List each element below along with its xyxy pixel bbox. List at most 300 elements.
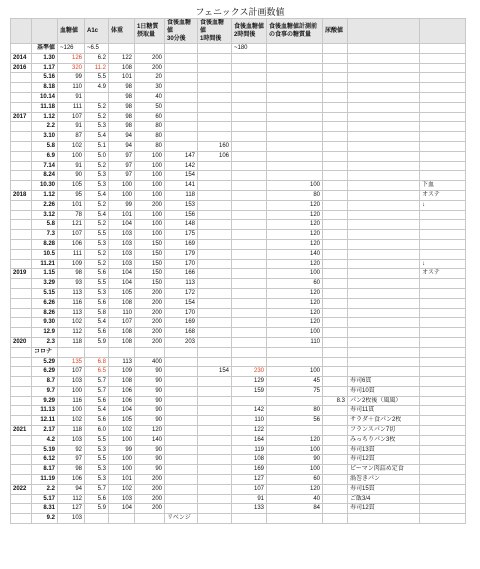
cell-pp2h-col <box>232 210 267 220</box>
cell-carb-intake-col: 90 <box>135 396 165 406</box>
cell-pp2h-col <box>232 73 267 83</box>
cell-meal-carb-col: 110 <box>267 337 323 347</box>
cell-meal-note-col <box>348 367 420 377</box>
cell-carb-intake-col: 200 <box>135 475 165 485</box>
cell-date-col: 9.2 <box>32 514 58 524</box>
cell-glucose-col: 102 <box>58 416 85 426</box>
cell-pp30-col: 170 <box>165 308 198 318</box>
cell-year-col <box>11 318 32 328</box>
cell-meal-carb-col: 56 <box>267 416 323 426</box>
cell-pp1h-col <box>198 190 232 200</box>
table-row <box>11 83 466 93</box>
cell-meal-note-col <box>348 259 420 269</box>
cell-weight-col: 103 <box>109 494 135 504</box>
table-row <box>11 386 466 396</box>
header-carb-intake-col: 1日糖質 摂取量 <box>135 19 165 44</box>
cell-uric-acid-col <box>323 200 348 210</box>
cell-note-col <box>420 73 466 83</box>
cell-meal-note-col <box>348 220 420 230</box>
cell-meal-note-col <box>348 200 420 210</box>
cell-note-col <box>420 249 466 259</box>
cell-weight-col: 98 <box>109 122 135 132</box>
cell-date-col: 11.13 <box>32 406 58 416</box>
cell-pp2h-col <box>232 63 267 73</box>
cell-meal-carb-col <box>267 102 323 112</box>
cell-meal-carb-col: 120 <box>267 308 323 318</box>
cell-meal-note-col: 寿司10貫 <box>348 386 420 396</box>
table-row <box>11 377 466 387</box>
cell-date-col: 10.5 <box>32 249 58 259</box>
cell-pp2h-col <box>232 220 267 230</box>
cell-year-col: 2020 <box>11 337 32 347</box>
cell-pp30-col: 154 <box>165 298 198 308</box>
table-row <box>11 445 466 455</box>
cell-pp2h-col: ~180 <box>232 44 267 54</box>
cell-carb-intake-col <box>135 44 165 54</box>
cell-pp30-col <box>165 367 198 377</box>
cell-meal-carb-col: 45 <box>267 377 323 387</box>
cell-date-col: 12.11 <box>32 416 58 426</box>
cell-meal-carb-col <box>267 357 323 367</box>
cell-pp2h-col <box>232 92 267 102</box>
cell-carb-intake-col <box>135 347 165 357</box>
cell-carb-intake-col: 100 <box>135 210 165 220</box>
cell-date-col: 1.17 <box>32 63 58 73</box>
cell-year-col <box>11 83 32 93</box>
cell-uric-acid-col <box>323 298 348 308</box>
cell-pp1h-col <box>198 200 232 210</box>
cell-glucose-col: 111 <box>58 249 85 259</box>
cell-uric-acid-col <box>323 181 348 191</box>
cell-glucose-col: 103 <box>58 435 85 445</box>
cell-uric-acid-col <box>323 406 348 416</box>
cell-pp30-col <box>165 132 198 142</box>
cell-year-col <box>11 92 32 102</box>
cell-meal-note-col <box>348 357 420 367</box>
table-row <box>11 504 466 514</box>
cell-date-col: 基準値 <box>32 44 58 54</box>
cell-pp1h-col <box>198 377 232 387</box>
cell-year-col <box>11 288 32 298</box>
cell-carb-intake-col: 90 <box>135 406 165 416</box>
cell-uric-acid-col <box>323 249 348 259</box>
header-row <box>11 19 466 44</box>
table-row <box>11 220 466 230</box>
cell-note-col <box>420 318 466 328</box>
cell-meal-carb-col: 100 <box>267 181 323 191</box>
cell-year-col <box>11 494 32 504</box>
cell-note-col <box>420 53 466 63</box>
cell-meal-carb-col: 120 <box>267 210 323 220</box>
cell-uric-acid-col: 8.3 <box>323 396 348 406</box>
cell-uric-acid-col <box>323 328 348 338</box>
cell-glucose-col: 91 <box>58 161 85 171</box>
cell-note-col <box>420 239 466 249</box>
table-row <box>11 269 466 279</box>
cell-weight-col: 109 <box>109 367 135 377</box>
table-row <box>11 494 466 504</box>
cell-note-col <box>420 484 466 494</box>
cell-meal-carb-col <box>267 73 323 83</box>
cell-uric-acid-col <box>323 259 348 269</box>
cell-note-col <box>420 504 466 514</box>
cell-uric-acid-col <box>323 288 348 298</box>
cell-glucose-col: 135 <box>58 357 85 367</box>
cell-date-col: 6.29 <box>32 367 58 377</box>
cell-meal-note-col <box>348 141 420 151</box>
cell-year-col <box>11 141 32 151</box>
cell-pp30-col <box>165 44 198 54</box>
cell-carb-intake-col: 200 <box>135 63 165 73</box>
cell-meal-carb-col <box>267 426 323 436</box>
cell-pp2h-col <box>232 122 267 132</box>
cell-year-col: 2017 <box>11 112 32 122</box>
cell-year-col <box>11 230 32 240</box>
table-row <box>11 347 466 357</box>
cell-note-col <box>420 435 466 445</box>
cell-note-col: 下血 <box>420 181 466 191</box>
header-meal-carb-col: 食後血糖値計測前 の食事の糖質量 <box>267 19 323 44</box>
cell-year-col <box>11 279 32 289</box>
cell-carb-intake-col: 80 <box>135 141 165 151</box>
cell-glucose-col: 107 <box>58 367 85 377</box>
cell-weight-col: 97 <box>109 171 135 181</box>
cell-pp2h-col <box>232 102 267 112</box>
cell-note-col <box>420 63 466 73</box>
cell-year-col <box>11 377 32 387</box>
cell-a1c-col: 6.5 <box>85 367 109 377</box>
cell-a1c-col: 5.3 <box>85 122 109 132</box>
table-row <box>11 73 466 83</box>
cell-pp1h-col <box>198 426 232 436</box>
cell-date-col: 3.29 <box>32 279 58 289</box>
cell-pp30-col: 147 <box>165 151 198 161</box>
cell-year-col <box>11 102 32 112</box>
cell-uric-acid-col <box>323 83 348 93</box>
cell-carb-intake-col: 200 <box>135 494 165 504</box>
cell-pp2h-col <box>232 288 267 298</box>
cell-a1c-col: 5.1 <box>85 141 109 151</box>
cell-pp2h-col <box>232 200 267 210</box>
cell-weight-col: 101 <box>109 475 135 485</box>
cell-weight-col: 99 <box>109 445 135 455</box>
cell-note-col <box>420 92 466 102</box>
cell-date-col: コロナ <box>32 347 58 357</box>
cell-meal-note-col <box>348 288 420 298</box>
cell-pp30-col: 169 <box>165 239 198 249</box>
table-row <box>11 396 466 406</box>
table-row <box>11 102 466 112</box>
cell-glucose-col: 105 <box>58 181 85 191</box>
cell-uric-acid-col <box>323 210 348 220</box>
cell-year-col <box>11 328 32 338</box>
cell-a1c-col: 5.3 <box>85 475 109 485</box>
cell-pp1h-col <box>198 230 232 240</box>
cell-meal-carb-col <box>267 396 323 406</box>
cell-weight-col: 104 <box>109 279 135 289</box>
cell-carb-intake-col <box>135 514 165 524</box>
cell-uric-acid-col <box>323 347 348 357</box>
cell-weight-col: 102 <box>109 426 135 436</box>
cell-meal-carb-col <box>267 83 323 93</box>
cell-glucose-col: 127 <box>58 504 85 514</box>
cell-glucose-col: 100 <box>58 386 85 396</box>
cell-weight-col: 100 <box>109 455 135 465</box>
cell-note-col <box>420 220 466 230</box>
cell-glucose-col: 106 <box>58 239 85 249</box>
cell-meal-note-col <box>348 514 420 524</box>
table-row <box>11 112 466 122</box>
cell-glucose-col: ~126 <box>58 44 85 54</box>
cell-date-col: 8.28 <box>32 239 58 249</box>
cell-weight-col: 101 <box>109 73 135 83</box>
cell-pp1h-col <box>198 416 232 426</box>
cell-year-col <box>11 171 32 181</box>
cell-carb-intake-col: 200 <box>135 337 165 347</box>
cell-uric-acid-col <box>323 377 348 387</box>
cell-note-col <box>420 377 466 387</box>
cell-uric-acid-col <box>323 230 348 240</box>
cell-note-col <box>420 386 466 396</box>
cell-meal-carb-col: 120 <box>267 259 323 269</box>
cell-glucose-col: 118 <box>58 426 85 436</box>
cell-a1c-col: 5.7 <box>85 386 109 396</box>
cell-date-col: 6.9 <box>32 151 58 161</box>
cell-pp2h-col: 164 <box>232 435 267 445</box>
cell-year-col <box>11 259 32 269</box>
cell-pp2h-col <box>232 161 267 171</box>
cell-glucose-col: 116 <box>58 396 85 406</box>
cell-meal-carb-col: 120 <box>267 230 323 240</box>
cell-uric-acid-col <box>323 161 348 171</box>
cell-uric-acid-col <box>323 357 348 367</box>
cell-note-col <box>420 494 466 504</box>
cell-date-col: 8.24 <box>32 171 58 181</box>
cell-carb-intake-col: 50 <box>135 102 165 112</box>
cell-date-col: 1.30 <box>32 53 58 63</box>
cell-meal-note-col <box>348 73 420 83</box>
cell-meal-carb-col: 120 <box>267 435 323 445</box>
cell-pp2h-col <box>232 337 267 347</box>
cell-note-col <box>420 279 466 289</box>
cell-glucose-col: 98 <box>58 269 85 279</box>
cell-year-col <box>11 239 32 249</box>
cell-pp1h-col <box>198 44 232 54</box>
cell-pp30-col <box>165 445 198 455</box>
cell-a1c-col <box>85 514 109 524</box>
cell-pp30-col: 113 <box>165 279 198 289</box>
cell-pp30-col <box>165 475 198 485</box>
cell-uric-acid-col <box>323 53 348 63</box>
cell-year-col <box>11 396 32 406</box>
cell-carb-intake-col: 400 <box>135 357 165 367</box>
cell-note-col <box>420 141 466 151</box>
cell-year-col <box>11 181 32 191</box>
cell-note-col <box>420 161 466 171</box>
cell-date-col: 8.18 <box>32 83 58 93</box>
cell-meal-note-col: パン2枚後（風風） <box>348 396 420 406</box>
cell-year-col <box>11 445 32 455</box>
cell-uric-acid-col <box>323 465 348 475</box>
cell-meal-note-col <box>348 308 420 318</box>
table-row <box>11 367 466 377</box>
cell-pp2h-col: 133 <box>232 504 267 514</box>
cell-weight-col: 113 <box>109 357 135 367</box>
cell-pp2h-col <box>232 53 267 63</box>
cell-date-col: 2.17 <box>32 426 58 436</box>
cell-carb-intake-col: 100 <box>135 190 165 200</box>
table-row <box>11 171 466 181</box>
cell-date-col: 1.12 <box>32 112 58 122</box>
cell-year-col <box>11 44 32 54</box>
cell-year-col <box>11 308 32 318</box>
cell-weight-col <box>109 514 135 524</box>
cell-note-col <box>420 455 466 465</box>
cell-year-col <box>11 435 32 445</box>
cell-pp2h-col <box>232 83 267 93</box>
cell-pp30-col <box>165 386 198 396</box>
cell-pp1h-col <box>198 396 232 406</box>
cell-note-col: ↓ <box>420 200 466 210</box>
cell-meal-carb-col: 84 <box>267 504 323 514</box>
cell-meal-carb-col: 120 <box>267 200 323 210</box>
cell-meal-carb-col <box>267 132 323 142</box>
cell-weight-col: 98 <box>109 83 135 93</box>
cell-carb-intake-col: 80 <box>135 132 165 142</box>
cell-meal-note-col: 渦巻きパン <box>348 475 420 485</box>
cell-uric-acid-col <box>323 514 348 524</box>
cell-pp30-col: 153 <box>165 200 198 210</box>
cell-meal-note-col <box>348 230 420 240</box>
cell-year-col <box>11 357 32 367</box>
cell-weight-col: 108 <box>109 328 135 338</box>
cell-weight-col: 105 <box>109 288 135 298</box>
cell-glucose-col: 98 <box>58 465 85 475</box>
cell-a1c-col: 6.8 <box>85 357 109 367</box>
cell-date-col: 5.29 <box>32 357 58 367</box>
cell-carb-intake-col: 200 <box>135 200 165 210</box>
cell-pp2h-col <box>232 190 267 200</box>
cell-pp1h-col <box>198 357 232 367</box>
table-row <box>11 190 466 200</box>
cell-pp2h-col <box>232 357 267 367</box>
cell-weight-col: 104 <box>109 269 135 279</box>
cell-pp30-col: 172 <box>165 288 198 298</box>
table-row <box>11 279 466 289</box>
cell-pp2h-col: 91 <box>232 494 267 504</box>
cell-meal-note-col: 寿司12貫 <box>348 504 420 514</box>
cell-year-col <box>11 455 32 465</box>
cell-carb-intake-col: 200 <box>135 298 165 308</box>
cell-weight-col: 102 <box>109 484 135 494</box>
cell-meal-note-col <box>348 63 420 73</box>
table-row <box>11 318 466 328</box>
cell-year-col: 2018 <box>11 190 32 200</box>
cell-date-col: 5.8 <box>32 141 58 151</box>
cell-meal-carb-col: 140 <box>267 249 323 259</box>
cell-pp1h-col: 160 <box>198 141 232 151</box>
cell-uric-acid-col <box>323 484 348 494</box>
cell-pp2h-col: 142 <box>232 406 267 416</box>
cell-a1c-col: 5.3 <box>85 171 109 181</box>
cell-glucose-col: 121 <box>58 220 85 230</box>
cell-pp1h-col <box>198 386 232 396</box>
header-glucose-col: 血糖値 <box>58 19 85 44</box>
cell-note-col: オステ <box>420 269 466 279</box>
table-row <box>11 465 466 475</box>
cell-glucose-col: 116 <box>58 298 85 308</box>
cell-carb-intake-col: 20 <box>135 73 165 83</box>
cell-a1c-col: 5.6 <box>85 298 109 308</box>
cell-pp2h-col: 159 <box>232 386 267 396</box>
cell-note-col <box>420 406 466 416</box>
table-row <box>11 416 466 426</box>
cell-meal-note-col <box>348 44 420 54</box>
cell-pp2h-col: 127 <box>232 475 267 485</box>
cell-note-col <box>420 112 466 122</box>
cell-meal-carb-col <box>267 44 323 54</box>
cell-pp2h-col: 169 <box>232 465 267 475</box>
cell-weight-col: 94 <box>109 141 135 151</box>
table-row <box>11 249 466 259</box>
cell-meal-carb-col <box>267 63 323 73</box>
cell-a1c-col: 5.4 <box>85 210 109 220</box>
cell-year-col <box>11 406 32 416</box>
cell-note-col <box>420 465 466 475</box>
table-row <box>11 298 466 308</box>
cell-date-col: 7.14 <box>32 161 58 171</box>
cell-meal-carb-col <box>267 151 323 161</box>
cell-pp1h-col <box>198 210 232 220</box>
cell-date-col: 9.30 <box>32 318 58 328</box>
cell-glucose-col: 112 <box>58 328 85 338</box>
cell-a1c-col: 5.4 <box>85 190 109 200</box>
cell-uric-acid-col <box>323 92 348 102</box>
table-row <box>11 357 466 367</box>
cell-pp1h-col <box>198 53 232 63</box>
cell-date-col: 7.3 <box>32 230 58 240</box>
cell-weight-col: 103 <box>109 230 135 240</box>
table-row <box>11 259 466 269</box>
cell-glucose-col: 97 <box>58 455 85 465</box>
cell-pp2h-col <box>232 239 267 249</box>
cell-pp1h-col <box>198 298 232 308</box>
cell-pp30-col: リベンジ <box>165 514 198 524</box>
cell-carb-intake-col: 100 <box>135 220 165 230</box>
cell-note-col: オステ <box>420 190 466 200</box>
cell-glucose-col: 126 <box>58 53 85 63</box>
cell-pp1h-col <box>198 406 232 416</box>
cell-pp2h-col: 119 <box>232 445 267 455</box>
cell-carb-intake-col: 200 <box>135 328 165 338</box>
cell-date-col: 2.3 <box>32 337 58 347</box>
cell-meal-carb-col <box>267 171 323 181</box>
cell-uric-acid-col <box>323 337 348 347</box>
cell-note-col <box>420 151 466 161</box>
cell-date-col: 2.2 <box>32 484 58 494</box>
cell-a1c-col: 5.5 <box>85 435 109 445</box>
cell-date-col: 4.2 <box>32 435 58 445</box>
cell-pp30-col: 169 <box>165 318 198 328</box>
cell-pp1h-col <box>198 288 232 298</box>
cell-pp2h-col <box>232 396 267 406</box>
cell-uric-acid-col <box>323 386 348 396</box>
cell-pp2h-col: 110 <box>232 416 267 426</box>
cell-glucose-col: 99 <box>58 73 85 83</box>
cell-meal-carb-col: 120 <box>267 220 323 230</box>
table-row <box>11 200 466 210</box>
cell-meal-note-col <box>348 190 420 200</box>
